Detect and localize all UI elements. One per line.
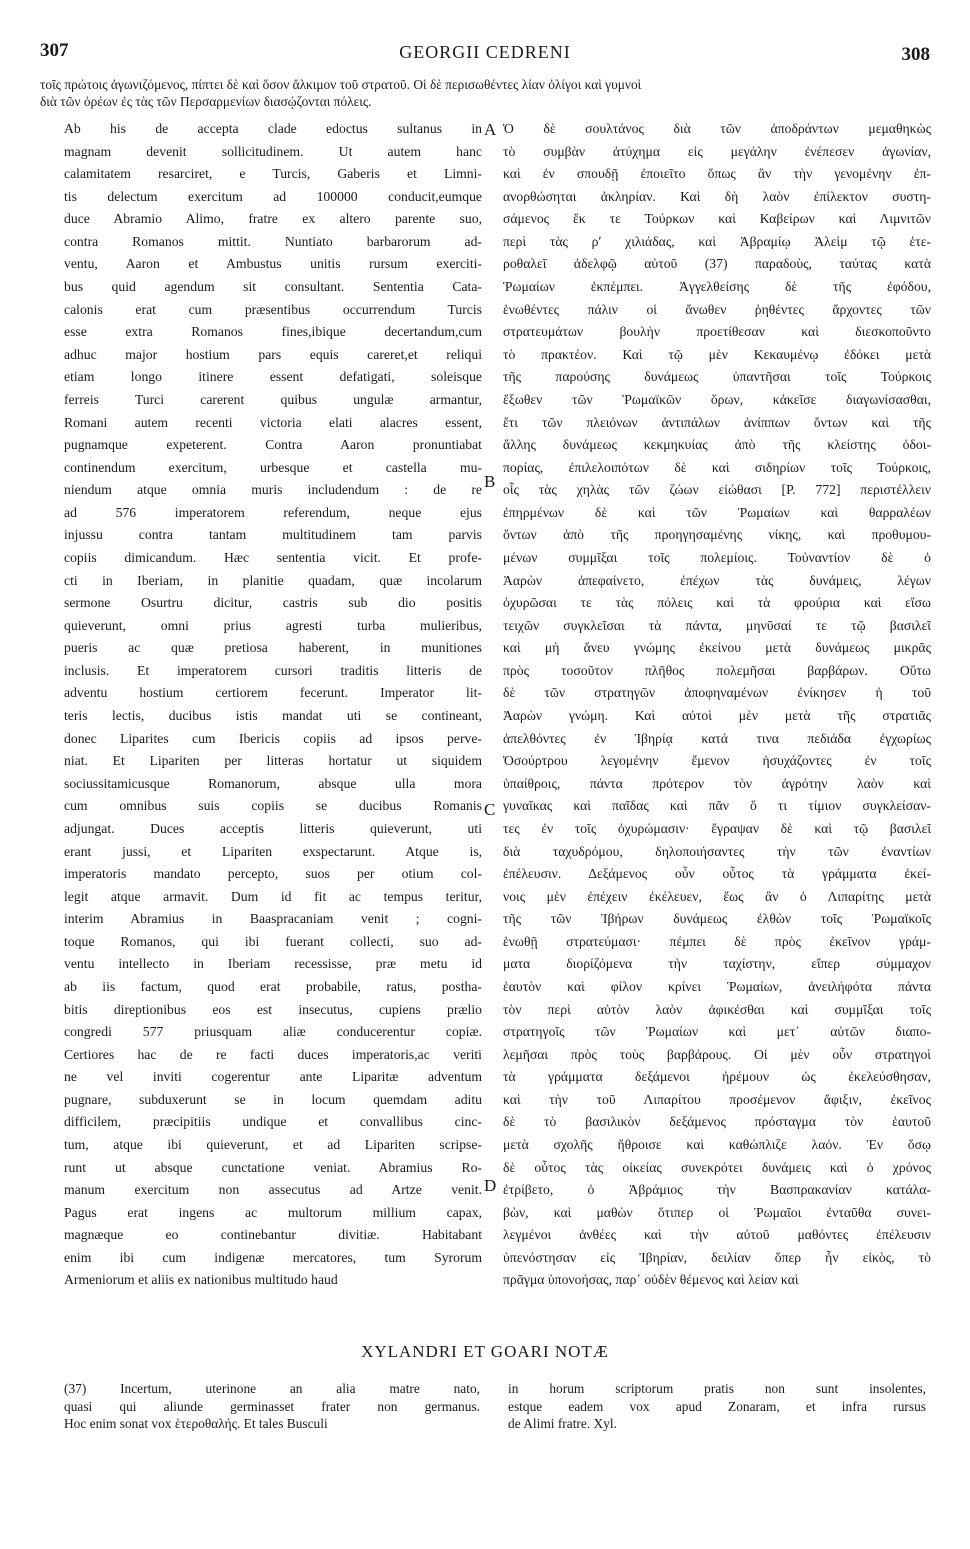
latin-text-line: Romani autem recenti victoria elati alacres essent, <box>64 414 482 430</box>
greek-text-line: σάμενος ἔκ τε Τούρκων καὶ Καβείρων καὶ Λιμνιτῶν <box>503 211 931 227</box>
note-line: in horum scriptorum pratis non sunt insolentes, <box>508 1381 926 1396</box>
greek-text-line: τῆς τῶν Ἰβήρων δυνάμεως ἐλθὼν τοῖς Ῥωμαϊκοῖς <box>503 911 931 927</box>
greek-text-line: βὼν, καὶ μαθὼν ὅτιπερ οἱ Ῥωμαῖοι ἐνταῦθα συνει- <box>503 1204 931 1220</box>
greek-text-line: Ὁ δὲ σουλτάνος διὰ τῶν ἀποδράντων μεμαθηκὼς <box>503 121 931 136</box>
latin-text-line: inclusis. Et imperatorem cursori traditis litteris de <box>64 662 482 678</box>
greek-text-line: περὶ τὰς ρʹ χιλιάδας, καὶ Ἀβραμίῳ Ἀλεὶμ τῷ ἑτε- <box>503 233 931 249</box>
latin-text-line: etiam longo itinere essent defatigati, soleisque <box>64 369 482 385</box>
greek-text-line: Ῥωμαίων ἐκπέμπει. Ἀγγελθείσης δὲ τῆς ἐφόδου, <box>503 279 931 295</box>
latin-text-line: tum, atque ibi quieverunt, et ad Lipariten scripse- <box>64 1137 482 1153</box>
margin-marker-c: C <box>484 800 496 819</box>
latin-text-line: sermone Osurtru dicitur, castris sub dio positis <box>64 595 482 611</box>
latin-text-line: pugnamque expeterent. Contra Aaron pronuntiabat <box>64 437 482 453</box>
greek-text-line: ἐπηρμένων δὲ καὶ τῶν Ῥωμαίων καὶ θαρραλέων <box>503 504 931 520</box>
greek-text-line: τὸ πρακτέον. Καὶ τῷ μὲν Κεκαυμένῳ ἐδόκει μετὰ <box>503 346 931 362</box>
greek-text-line: νοις μὲν ἐπέχειν ἐκέλευεν, ἕως ἂν ὁ Λιπαρίτης μετὰ <box>503 888 931 904</box>
greek-text-line: τὸ συμβὰν ἀτύχημα εἰς μεγάλην ἐνέπεσεν ἀγωνίαν, <box>503 143 931 159</box>
intro-line: διὰ τῶν ὀρέων ἐς τὰς τῶν Περσαρμενίων διασῴζονται πόλεις. <box>40 94 372 109</box>
latin-text-line: difficilem, præcipitiis undique et convallibus cinc- <box>64 1114 482 1130</box>
greek-text-line: οἷς τὰς χηλὰς τῶν ζώων εἰώθασι [P. 772] περιστέλλειν <box>503 482 931 498</box>
latin-text-line: adventu hostium certiorem fecerunt. Imperator lit- <box>64 685 482 701</box>
greek-text-line: ἀπελθόντες ἐν Ἰβηρίᾳ κατά τινα πεδιάδα ἐγχωρίως <box>503 730 931 746</box>
latin-text-line: sociussitamicusque Romanorum, absque ulla mora <box>64 775 482 791</box>
latin-text-line: calamitatem resarciret, e Turcis, Gaberis et Limni- <box>64 166 482 182</box>
latin-text-line: continendum exercitum, urbesque et castella mu- <box>64 459 482 475</box>
intro-line: τοῖς πρώτοις ἀγωνιζόμενος, πίπτει δὲ καὶ ὅσον ἄλκιμον τοῦ στρατοῦ. Οἱ δὲ περισωθέντες λίαν ὀλίγοι καὶ γυμνοὶ <box>40 77 642 92</box>
latin-text-line: ventu, Aaron et Ambustus unitis rursum exerciti- <box>64 256 482 272</box>
greek-text-line: πρὸς τοσοῦτον πλῆθος πολεμῆσαι βαρβάρων. Οὕτω <box>503 662 931 678</box>
greek-text-line: καὶ τὴν τοῦ Λιπαρίτου προσέμενον ἄφιξιν, ἐκεῖνος <box>503 1091 931 1107</box>
latin-text-line: bus quid agendum sit consultant. Sententia Cata- <box>64 279 482 295</box>
latin-text-line: Ab his de accepta clade edoctus sultanus in <box>64 121 482 136</box>
latin-text-line: esse extra Romanos fines,ibique decertandum,cum <box>64 324 482 340</box>
greek-text-line: λεμῆσαι πρὸς τοὺς βαρβάρους. Οἱ μὲν οὖν στρατηγοὶ <box>503 1046 931 1062</box>
margin-marker-b: B <box>484 472 496 491</box>
greek-text-line: μετὰ σχολῆς ἤθροισε καὶ καθώπλιζε λαόν. Ἐν ὅσῳ <box>503 1137 931 1153</box>
note-line: quasi qui aliunde germinasset frater non germanus. <box>64 1398 480 1414</box>
latin-text-line: tis delectum exercitum ad 100000 conducit,eumque <box>64 188 482 204</box>
greek-text-line: ἑαυτὸν καὶ φίλον κρίνει Ῥωμαίων, ἀνειλήφότα πάντα <box>503 978 931 994</box>
greek-text-line: ροθαλεῖ ἀδελφῷ αὐτοῦ (37) παραδοὺς, ταύτας κατὰ <box>503 256 931 272</box>
intro-paragraph <box>40 76 930 110</box>
latin-text-line: magnam devenit sollicitudinem. Ut autem hanc <box>64 143 482 159</box>
notes-left-column <box>64 1380 480 1433</box>
latin-text-line: magnæque eo continebantur divitiæ. Habitabant <box>64 1227 482 1243</box>
greek-text-line: ἑνωθέντες πάλιν οἱ ἄνωθεν ῥηθέντες ἄρχοντες τῶν <box>503 301 931 317</box>
greek-text-line: ἄλλης δυνάμεως κεκμηκυίας ἀπὸ τῆς κλείστης ὁδοι- <box>503 437 931 453</box>
latin-text-line: runt ut absque cunctatione veniat. Abramius Ro- <box>64 1159 482 1175</box>
greek-text-line: Ἀαρὼν ἀπεφαίνετο, ἐπέχων τὰς δυνάμεις, λέγων <box>503 572 931 588</box>
latin-text-line: adjungat. Duces acceptis litteris quieverunt, uti <box>64 820 482 836</box>
latin-text-line: Pagus erat ingens ac multorum millium capax, <box>64 1204 482 1220</box>
greek-text-line: ἐτρίβετο, ὁ Ἀβράμιος τὴν Βασπρακανίαν κατάλα- <box>503 1182 931 1198</box>
latin-text-line: contra Romanos mittit. Nuntiato barbarorum ad- <box>64 233 482 249</box>
greek-text-line: στρατευμάτων βουλὴν προετίθεσαν καὶ διεσκοποῦντο <box>503 324 931 340</box>
notes-right-column <box>508 1380 926 1433</box>
latin-text-line: niendum atque omnia muris includendum : de re <box>64 482 482 498</box>
greek-text-line: τὰ γράμματα δεξάμενοι ἠρέμουν ὡς ἐκελεύσθησαν, <box>503 1069 931 1085</box>
greek-text-line: διὰ ταχυδρόμου, δηλοποιήσαντες τὴν τῶν ἐναντίων <box>503 843 931 859</box>
greek-text-line: δὲ οὗτος τὰς οἰκείας συνεκρότει δυνάμεις καὶ ὁ χρόνος <box>503 1159 931 1175</box>
greek-text-line: ἔτι τῶν πλειόνων ἀντιπάλων ἀνίππων ὄντων καὶ τῆς <box>503 414 931 430</box>
greek-text-line: ὀχυρῶσαι τε τὰς πόλεις καὶ τὰ φρούρια καὶ εἴσω <box>503 595 931 611</box>
latin-text-line: duce Abramio Alimo, fratre ex altero parente suo, <box>64 211 482 227</box>
greek-column <box>503 118 931 1292</box>
page-header <box>40 40 930 70</box>
greek-text-line: τὸν περὶ αὐτὸν λαὸν ἀφικέσθαι καὶ συμμῖξαι τοῖς <box>503 1001 931 1017</box>
latin-text-line: ab iis factum, quod erat probabile, ratus, postha- <box>64 978 482 994</box>
greek-text-line: ὑπενόστησαν εἰς Ἰβηρίαν, δειλίαν ὅπερ ἦν εἰκὸς, τὸ <box>503 1249 931 1265</box>
latin-text-line: congredi 577 priusquam aliæ conducerentur copiæ. <box>64 1024 482 1040</box>
page-number-left: 307 <box>40 40 69 61</box>
greek-text-line: Ὀσούρτρου λεγομένην ἔμενον ἡσυχάζοντες ἐν τοῖς <box>503 753 931 769</box>
latin-text-line: enim ibi cum indigenæ mercatores, tum Syrorum <box>64 1249 482 1265</box>
greek-text-line: στρατηγοῖς τῶν Ῥωμαίων καὶ μετ᾽ αὐτῶν διαπο- <box>503 1024 931 1040</box>
greek-text-line: πρᾶγμα ὑπονοήσας, παρ᾽ οὐδὲν θέμενος καὶ λείαν καὶ <box>503 1272 799 1288</box>
latin-text-line: interim Abramius in Baaspracaniam venit ; cogni- <box>64 911 482 927</box>
greek-text-line: μένων συμμῖξαι τοῖς πολεμίοις. Τοὐναντίον δὲ ὁ <box>503 549 931 565</box>
greek-text-line: Ἀαρὼν γνώμη. Καὶ αὐτοὶ μὲν μετὰ τῆς στρατιᾶς <box>503 708 931 724</box>
latin-text-line: donec Liparites cum Ibericis copiis ad ipsos perve- <box>64 730 482 746</box>
latin-text-line: toque Romanos, qui ibi fuerant collecti, suo ad- <box>64 933 482 949</box>
note-line: estque eadem vox apud Zonaram, et infra rursus <box>508 1398 926 1414</box>
latin-text-line: injussu contra tantam multitudinem tam parvis <box>64 527 482 543</box>
greek-text-line: γυναῖκας καὶ παῖδας καὶ πᾶν ὅ τι τίμιον συγκλείσαν- <box>503 798 931 814</box>
greek-text-line: τῆς παρούσης δυνάμεως ὑπαντῆσαι τοῖς Τούρκοις <box>503 369 931 385</box>
greek-text-line: ἑνωθῇ στρατεύμασι· πέμπει δὲ πρὸς ἐκεῖνον γράμ- <box>503 933 931 949</box>
latin-text-line: erant jussi, et Lipariten exspectarunt. Atque is, <box>64 843 482 859</box>
greek-text-line: ἔξωθεν τῶν Ῥωμαϊκῶν ὅρων, κἀκεῖσε διαγωνίσασθαι, <box>503 391 931 407</box>
latin-text-line: calonis erat cum præsentibus occurrendum Turcis <box>64 301 482 317</box>
latin-text-line: pueris ac quæ pretiosa haberent, in munitiones <box>64 640 482 656</box>
latin-text-line: ventu intellecto in Iberiam recessisse, præ metu id <box>64 956 482 972</box>
note-line: Hoc enim sonat vox ἑτεροθαλής. Et tales Busculi <box>64 1416 328 1431</box>
greek-text-line: ἐπέλευσιν. Δεξάμενος οὖν οὗτος τὰ γράμματα ἐκεί- <box>503 866 931 882</box>
page-number-right: 308 <box>901 44 930 65</box>
latin-text-line: copiis dimicandum. Hæc sententia vicit. Et profe- <box>64 549 482 565</box>
latin-text-line: manum exercitum non assecutus ad Artze venit. <box>64 1182 482 1198</box>
latin-text-line: teris lectis, ducibus istis mandat uti se contineant, <box>64 708 482 724</box>
latin-text-line: Armeniorum et aliis ex nationibus multitudo haud <box>64 1272 338 1288</box>
latin-text-line: bitis direptionibus eos est insecutus, cupiens prælio <box>64 1001 482 1017</box>
note-line: (37) Incertum, uterinone an alia matre nato, <box>64 1381 480 1396</box>
latin-text-line: pugnare, subduxerunt se in locum quemdam aditu <box>64 1091 482 1107</box>
greek-text-line: ανορθώσηται ἀκληρίαν. Καὶ δὴ λαὸν ἐπίλεκτον συστη- <box>503 188 931 204</box>
greek-text-line: ὄντων ἀπὸ τῆς προηγησαμένης νίκης, καὶ προθυμου- <box>503 527 931 543</box>
greek-text-line: τειχῶν συγκλεῖσαι τὰ πάντα, μηνῦσαί τε τῷ βασιλεῖ <box>503 617 931 633</box>
latin-text-line: imperatoris mandato percepto, suos per otium col- <box>64 866 482 882</box>
greek-text-line: ματα διορίζόμενα τὴν ταχίστην, εἴπερ σύμμαχον <box>503 956 931 972</box>
latin-text-line: ferreis Turci carerent quibus ungulæ armantur, <box>64 391 482 407</box>
latin-text-line: Certiores hac de re facti duces imperatoris,ac veriti <box>64 1046 482 1062</box>
greek-text-line: δὲ τὸ βασιλικὸν δεξάμενος πρόσταγμα τὸν ἑαυτοῦ <box>503 1114 931 1130</box>
note-line: de Alimi fratre. Xyl. <box>508 1416 617 1431</box>
latin-text-line: ad 576 imperatorem referendum, neque ejus <box>64 504 482 520</box>
greek-text-line: λεγμένοι ἀνθέες καὶ τὴν αὐτοῦ μαθόντες ἐπέλευσιν <box>503 1227 931 1243</box>
latin-text-line: legit atque armavit. Dum id fit ac tempus teritur, <box>64 888 482 904</box>
latin-text-line: adhuc major hostium pars equis careret,et reliqui <box>64 346 482 362</box>
latin-text-line: cti in Iberiam, in planitie quadam, quæ incolarum <box>64 572 482 588</box>
greek-text-line: ὑπαίθροις, πάντα πρότερον τὸν ἀγρότην λαὸν καὶ <box>503 775 931 791</box>
margin-marker-a: A <box>484 120 497 139</box>
latin-text-line: niat. Et Lipariten per litteras hortatur ut siquidem <box>64 753 482 769</box>
latin-text-line: quieverunt, omni prius agresti turba mulieribus, <box>64 617 482 633</box>
margin-marker-d: D <box>484 1176 497 1195</box>
latin-text-line: cum omnibus suis copiis se ducibus Romanis <box>64 798 482 814</box>
greek-text-line: πορίας, ἐπιλελοιπότων δὲ καὶ σιδηρίων τοῖς Τούρκοις, <box>503 459 931 475</box>
greek-text-line: δὲ τῶν στρατηγῶν ἀποφηναμένων ἐνίκησεν ἡ τοῦ <box>503 685 931 701</box>
greek-text-line: καὶ ἐν σπουδῇ ἐποιεῖτο ὅπως ἂν τὴν γενομένην ἐπ- <box>503 166 931 182</box>
running-title: GEORGII CEDRENI <box>399 42 571 62</box>
greek-text-line: καὶ μὴ ἄνευ γνώμης ἐκείνου μετὰ δυνάμεως μικρᾶς <box>503 640 931 656</box>
greek-text-line: τες ἐν τοῖς ὀχυρώμασιν· ἔγραψαν δὲ καὶ τῷ βασιλεῖ <box>503 820 931 836</box>
notes-heading: XYLANDRI ET GOARI NOTÆ <box>361 1342 609 1361</box>
latin-column <box>64 118 482 1292</box>
latin-text-line: ne vel inviti cogerentur ante Liparitæ adventum <box>64 1069 482 1085</box>
